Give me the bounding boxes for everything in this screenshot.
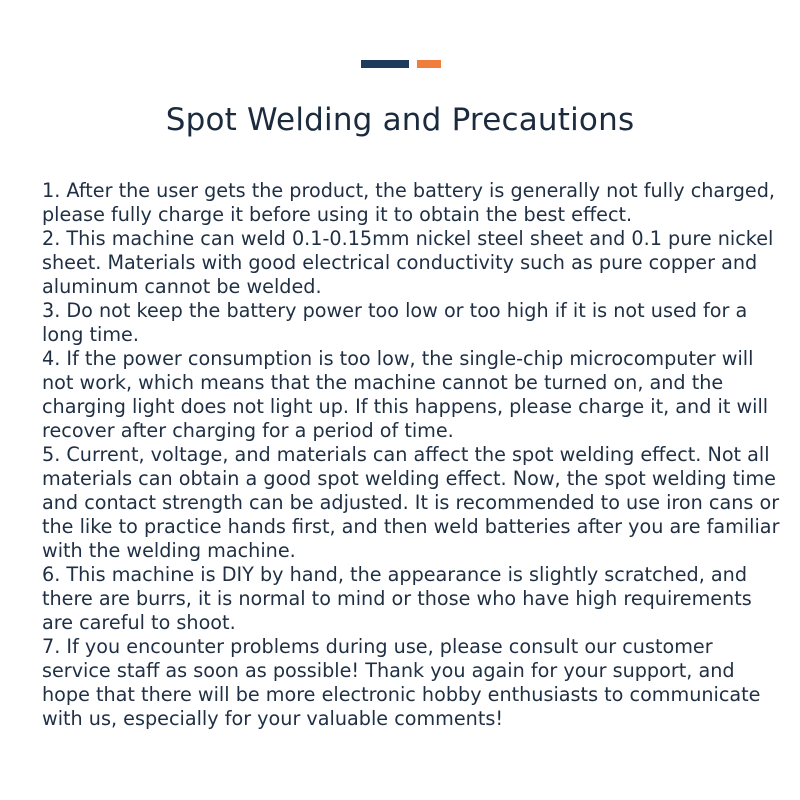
precaution-item: 2. This machine can weld 0.1-0.15mm nickel steel sheet and 0.1 pure nickel sheet. Materials with good electrical conductivity such as pure copper and aluminum cannot be welded.: [42, 227, 774, 298]
precaution-item: 1. After the user gets the product, the battery is generally not fully charged, please fully charge it before using it to obtain the best effect.: [42, 179, 776, 226]
precaution-item: 3. Do not keep the battery power too low or too high if it is not used for a long time.: [42, 299, 748, 346]
accent-bar-orange: [417, 60, 441, 68]
accent-bars: [361, 60, 441, 68]
precaution-item: 7. If you encounter problems during use, please consult our customer service staff as soon as possible! Thank you again for your support, and hope that there will be more electronic hobby enthusiasts to communicate with us, especially for your valuable comments!: [42, 635, 761, 730]
accent-bar-dark: [361, 60, 409, 68]
precautions-list: [42, 179, 782, 731]
precaution-item: 5. Current, voltage, and materials can affect the spot welding effect. Not all materials can obtain a good spot welding effect. Now, the spot welding time and contact strength can be adjusted. It is recommended to use iron cans or the like to practice hands first, and then weld batteries after you are familiar with the welding machine.: [42, 443, 780, 562]
precaution-item: 4. If the power consumption is too low, the single-chip microcomputer will not work, which means that the machine cannot be turned on, and the charging light does not light up. If this happens, please charge it, and it will recover after charging for a period of time.: [42, 347, 769, 442]
precaution-item: 6. This machine is DIY by hand, the appearance is slightly scratched, and there are burrs, it is normal to mind or those who have high requirements are careful to shoot.: [42, 563, 752, 634]
page-title: Spot Welding and Precautions: [165, 102, 635, 138]
